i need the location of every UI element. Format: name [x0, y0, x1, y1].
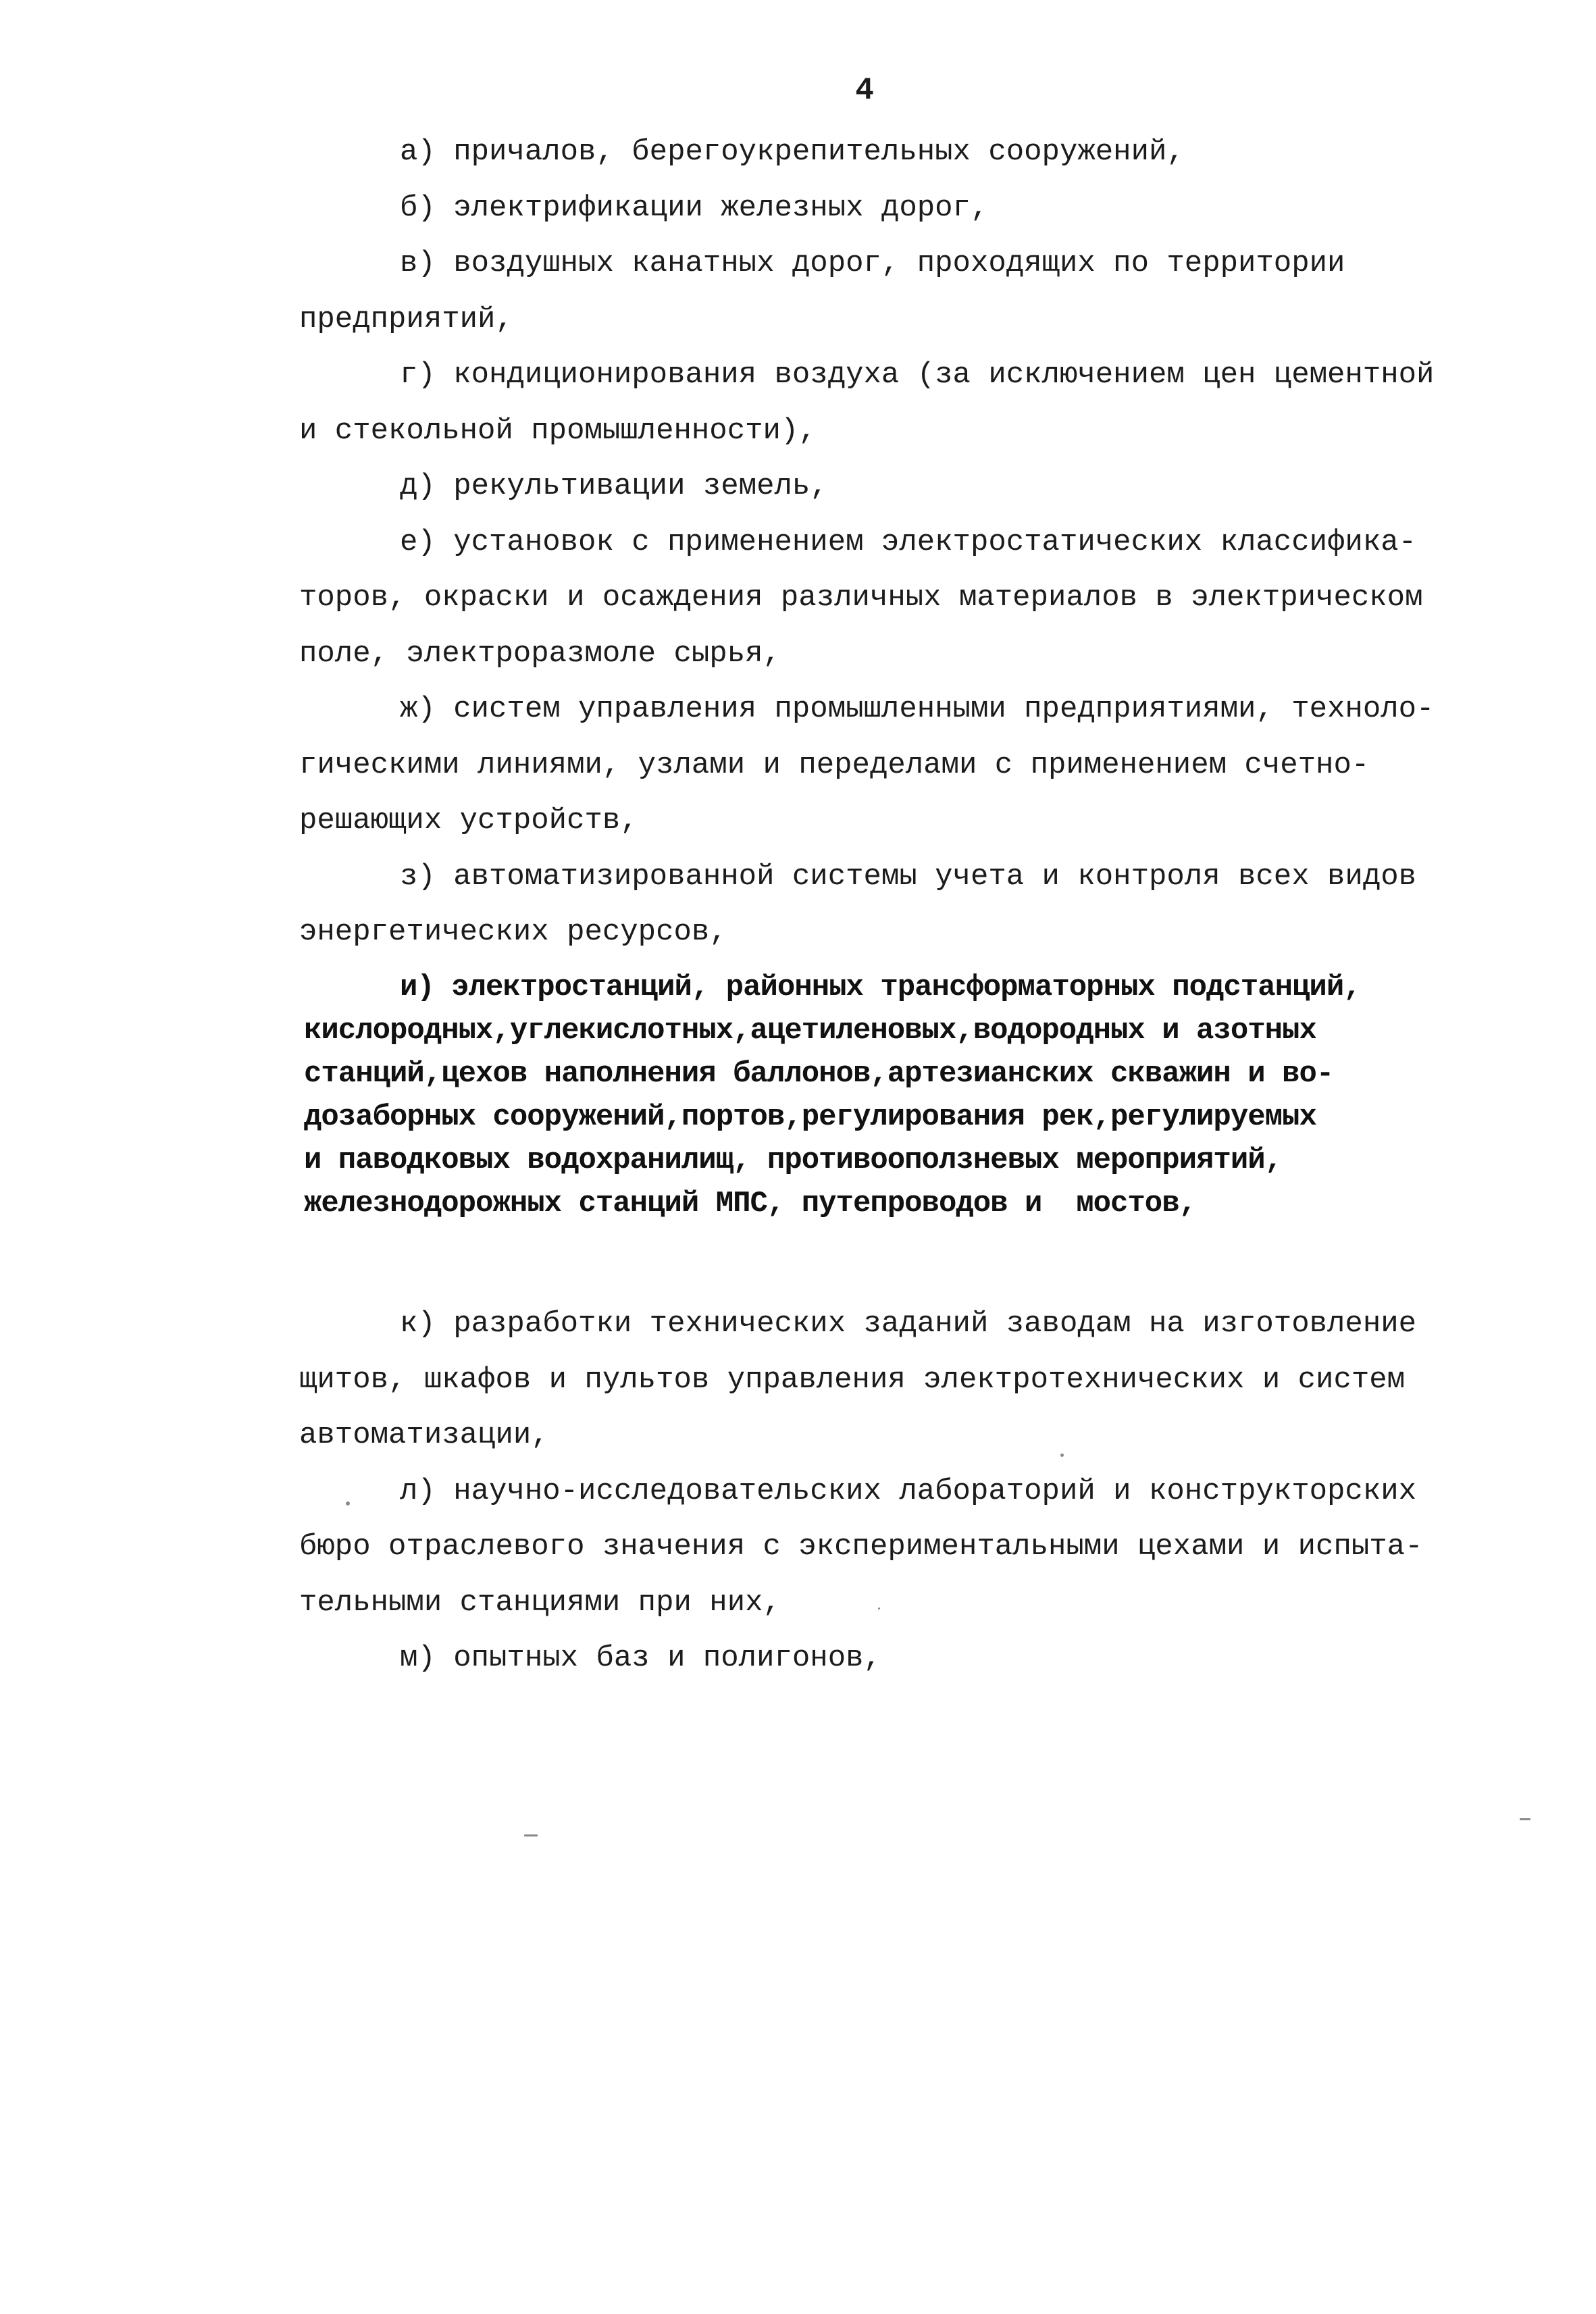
text-line: станций,цехов наполнения баллонов,артезианских скважин и во- [304, 1057, 1334, 1091]
scan-speck [1060, 1454, 1064, 1457]
text-line: решающих устройств, [299, 804, 638, 838]
text-line: кислородных,углекислотных,ацетиленовых,водородных и азотных [304, 1014, 1316, 1048]
text-line: предприятий, [299, 303, 513, 336]
text-line: поле, электроразмоле сырья, [299, 637, 781, 671]
text-line: гическими линиями, узлами и переделами с применением счетно- [299, 748, 1370, 782]
text-line: д) рекультивации земель, [400, 469, 828, 503]
text-line: б) электрификации железных дорог, [400, 191, 989, 225]
text-line: дозаборных сооружений,портов,регулирования рек,регулируемых [304, 1100, 1316, 1134]
text-line: железнодорожных станций МПС, путепроводов и мостов, [304, 1187, 1197, 1220]
text-line: а) причалов, берегоукрепительных сооружений, [400, 135, 1185, 169]
text-line: и) электростанций, районных трансформаторных подстанций, [400, 971, 1361, 1004]
text-line: ж) систем управления промышленными предприятиями, техноло- [400, 692, 1435, 726]
text-line: энергетических ресурсов, [299, 915, 727, 949]
text-line: щитов, шкафов и пультов управления электротехнических и систем [299, 1363, 1406, 1397]
text-line: и стекольной промышленности), [299, 414, 817, 448]
text-line: м) опытных баз и полигонов, [400, 1641, 881, 1675]
scan-speck [1520, 1818, 1530, 1820]
scan-speck [346, 1501, 350, 1506]
scan-speck [878, 1608, 880, 1610]
text-line: к) разработки технических заданий заводам на изготовление [400, 1307, 1417, 1341]
text-line: автоматизации, [299, 1418, 549, 1452]
text-line: л) научно-исследовательских лабораторий и конструкторских [400, 1474, 1417, 1508]
scan-speck [524, 1834, 538, 1836]
text-line: г) кондиционирования воздуха (за исключением цен цементной [400, 358, 1435, 392]
text-line: и паводковых водохранилищ, противооползневых мероприятий, [304, 1143, 1283, 1177]
text-line: з) автоматизированной системы учета и контроля всех видов [400, 860, 1417, 894]
text-line: тельными станциями при них, [299, 1586, 781, 1620]
text-line: торов, окраски и осаждения различных материалов в электрическом [299, 581, 1423, 615]
text-line: бюро отраслевого значения с экспериментальными цехами и испыта- [299, 1530, 1423, 1564]
page-number: 4 [855, 73, 874, 108]
text-line: е) установок с применением электростатических классифика- [400, 525, 1417, 559]
text-line: в) воздушных канатных дорог, проходящих по территории [400, 247, 1345, 280]
